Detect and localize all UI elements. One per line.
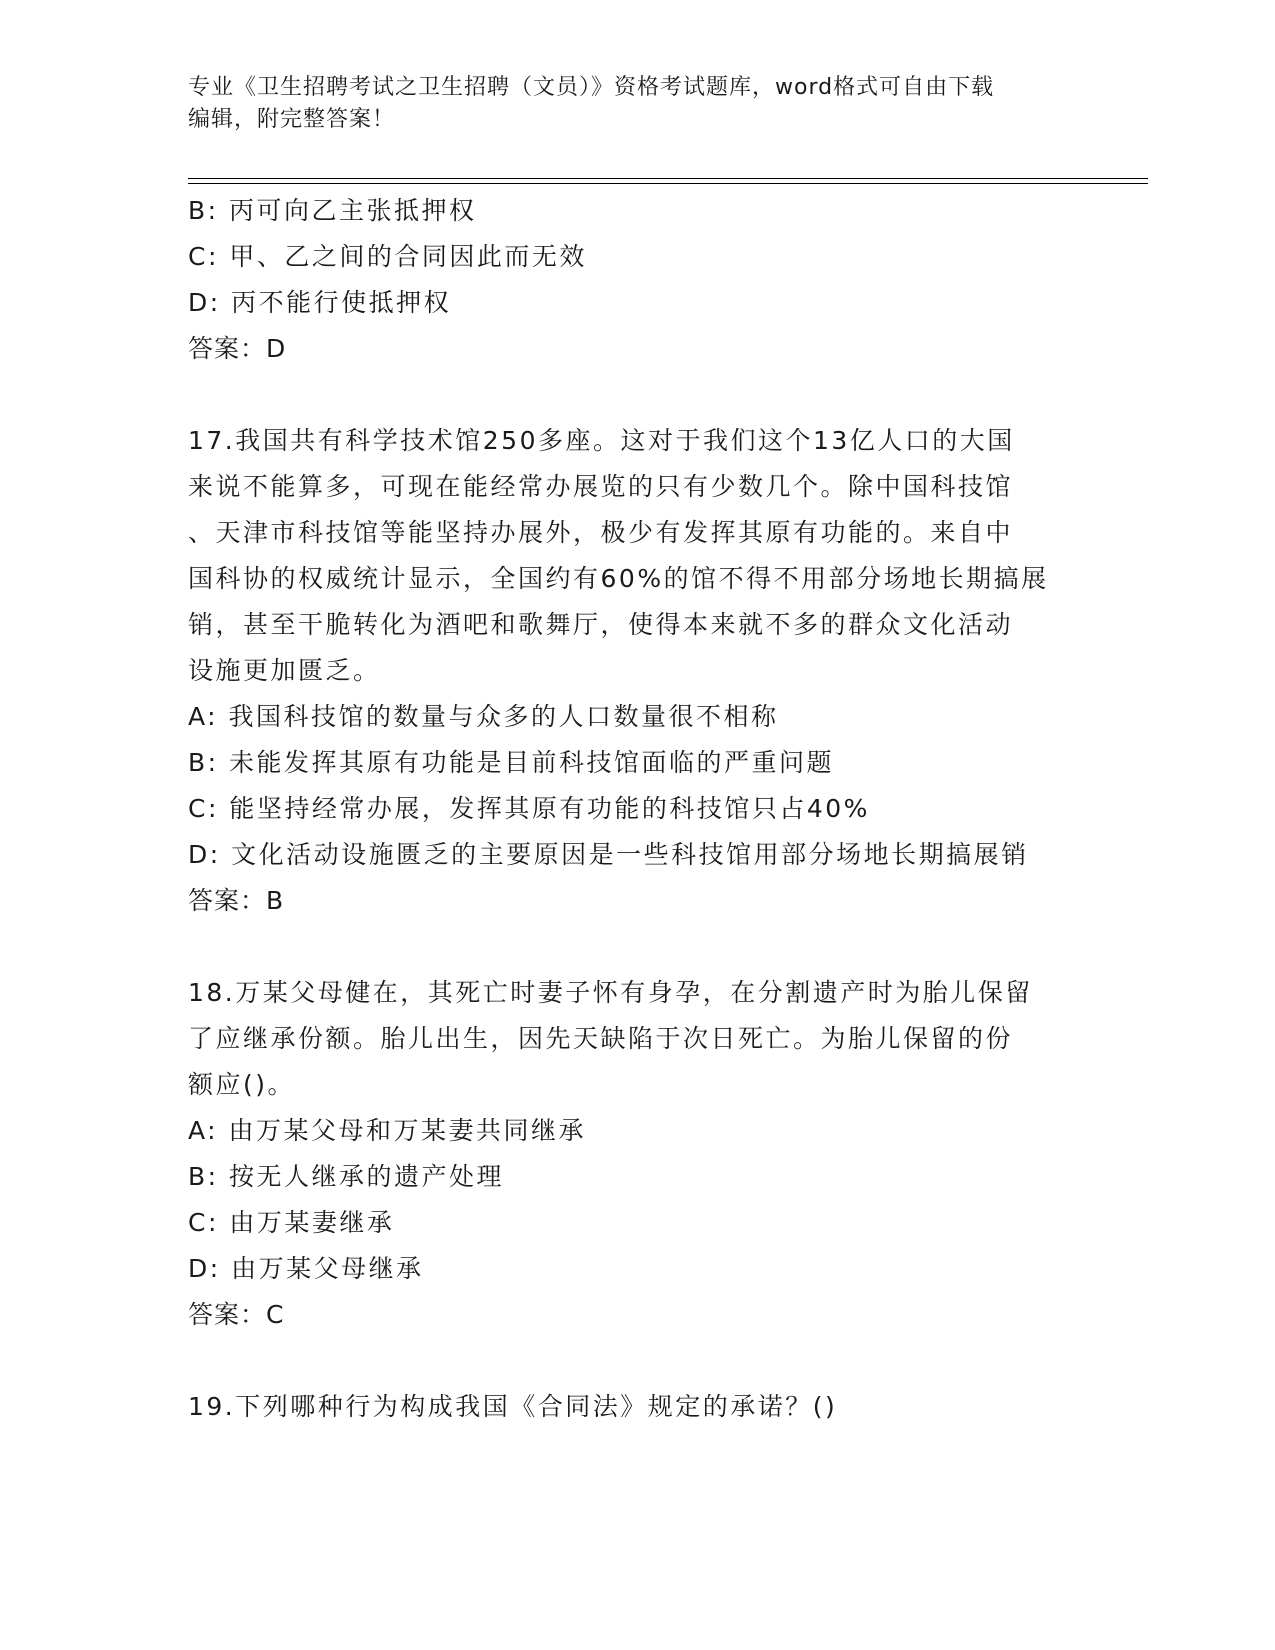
- option-c: C: 能坚持经常办展，发挥其原有功能的科技馆只占40%: [188, 794, 870, 823]
- answer-label: 答案：B: [188, 886, 285, 915]
- header-line-1: 专业《卫生招聘考试之卫生招聘（文员）》资格考试题库，word格式可自由下载: [188, 75, 995, 100]
- option-c: C: 甲、乙之间的合同因此而无效: [188, 242, 587, 271]
- option-b: B: 按无人继承的遗产处理: [188, 1162, 505, 1191]
- question-text-line: 了应继承份额。胎儿出生，因先天缺陷于次日死亡。为胎儿保留的份: [188, 1024, 1014, 1053]
- option-c: C: 由万某妻继承: [188, 1208, 395, 1237]
- prev-question: [188, 188, 1088, 372]
- spacer: [188, 924, 1088, 970]
- question-19: [188, 1384, 1088, 1430]
- question-text-line: 、天津市科技馆等能坚持办展外，极少有发挥其原有功能的。来自中: [188, 518, 1014, 547]
- header-divider-top: [188, 178, 1148, 179]
- header-line-2: 编辑，附完整答案！: [188, 107, 396, 132]
- answer-label: 答案：D: [188, 334, 287, 363]
- spacer: [188, 372, 1088, 418]
- question-text-line: 设施更加匮乏。: [188, 656, 381, 685]
- option-d: D: 丙不能行使抵押权: [188, 288, 452, 317]
- answer-label: 答案：C: [188, 1300, 285, 1329]
- option-a: A: 由万某父母和万某妻共同继承: [188, 1116, 587, 1145]
- question-text-line: 国科协的权威统计显示，全国约有60%的馆不得不用部分场地长期搞展: [188, 564, 1049, 593]
- option-b: B: 未能发挥其原有功能是目前科技馆面临的严重问题: [188, 748, 835, 777]
- option-d: D: 由万某父母继承: [188, 1254, 424, 1283]
- question-content: [188, 188, 1088, 1430]
- spacer: [188, 1338, 1088, 1384]
- document-header: [188, 72, 1068, 136]
- option-b: B: 丙可向乙主张抵押权: [188, 196, 477, 225]
- option-d: D: 文化活动设施匮乏的主要原因是一些科技馆用部分场地长期搞展销: [188, 840, 1029, 869]
- question-text-line: 额应()。: [188, 1070, 296, 1099]
- question-text-line: 18.万某父母健在，其死亡时妻子怀有身孕，在分割遗产时为胎儿保留: [188, 978, 1033, 1007]
- question-text-line: 17.我国共有科学技术馆250多座。这对于我们这个13亿人口的大国: [188, 426, 1015, 455]
- question-18: [188, 970, 1088, 1338]
- question-text-line: 19.下列哪种行为构成我国《合同法》规定的承诺？(): [188, 1392, 838, 1421]
- option-a: A: 我国科技馆的数量与众多的人口数量很不相称: [188, 702, 779, 731]
- question-17: [188, 418, 1088, 924]
- question-text-line: 销，甚至干脆转化为酒吧和歌舞厅，使得本来就不多的群众文化活动: [188, 610, 1014, 639]
- header-divider-bottom: [188, 183, 1148, 184]
- question-text-line: 来说不能算多，可现在能经常办展览的只有少数几个。除中国科技馆: [188, 472, 1014, 501]
